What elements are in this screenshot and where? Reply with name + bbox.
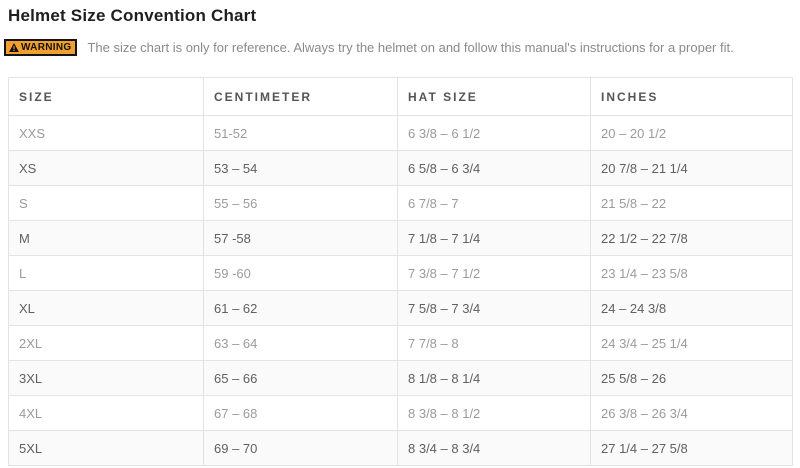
column-header-centimeter: CENTIMETER [204,78,398,116]
size-cell: M [9,221,204,256]
table-row [9,326,793,361]
centimeter-cell: 67 – 68 [204,396,398,431]
inches-cell: 26 3/8 – 26 3/4 [591,396,793,431]
hat-size-cell: 6 7/8 – 7 [398,186,591,221]
page-title: Helmet Size Convention Chart [8,6,257,25]
table-row [9,396,793,431]
hat-size-cell: 8 1/8 – 8 1/4 [398,361,591,396]
inches-cell: 24 – 24 3/8 [591,291,793,326]
centimeter-cell: 61 – 62 [204,291,398,326]
hat-size-cell: 6 3/8 – 6 1/2 [398,116,591,151]
inches-cell: 21 5/8 – 22 [591,186,793,221]
table-row [9,151,793,186]
table-row [9,361,793,396]
warning-badge [4,39,77,56]
column-header-inches: INCHES [591,78,793,116]
centimeter-cell: 63 – 64 [204,326,398,361]
inches-cell: 25 5/8 – 26 [591,361,793,396]
warning-text: The size chart is only for reference. Always try the helmet on and follow this manual's instructions for a proper fit. [87,40,734,55]
column-header-hat-size: HAT SIZE [398,78,591,116]
hat-size-cell: 8 3/4 – 8 3/4 [398,431,591,466]
warning-badge-label: WARNING [21,42,72,53]
hat-size-cell: 8 3/8 – 8 1/2 [398,396,591,431]
table-row [9,186,793,221]
size-cell: XXS [9,116,204,151]
centimeter-cell: 69 – 70 [204,431,398,466]
hat-size-cell: 7 3/8 – 7 1/2 [398,256,591,291]
column-header-size: SIZE [9,78,204,116]
table-row [9,431,793,466]
hat-size-cell: 6 5/8 – 6 3/4 [398,151,591,186]
inches-cell: 20 7/8 – 21 1/4 [591,151,793,186]
table-row [9,291,793,326]
centimeter-cell: 65 – 66 [204,361,398,396]
inches-cell: 24 3/4 – 25 1/4 [591,326,793,361]
inches-cell: 23 1/4 – 23 5/8 [591,256,793,291]
table-row [9,116,793,151]
size-cell: S [9,186,204,221]
inches-cell: 20 – 20 1/2 [591,116,793,151]
table-row [9,221,793,256]
size-cell: XS [9,151,204,186]
centimeter-cell: 53 – 54 [204,151,398,186]
table-row [9,256,793,291]
warning-triangle-icon [9,43,19,52]
hat-size-cell: 7 7/8 – 8 [398,326,591,361]
size-cell: XL [9,291,204,326]
inches-cell: 27 1/4 – 27 5/8 [591,431,793,466]
inches-cell: 22 1/2 – 22 7/8 [591,221,793,256]
warning-banner [4,39,792,56]
size-cell: 2XL [9,326,204,361]
hat-size-cell: 7 5/8 – 7 3/4 [398,291,591,326]
centimeter-cell: 51-52 [204,116,398,151]
size-cell: 5XL [9,431,204,466]
size-cell: 4XL [9,396,204,431]
size-chart-table [8,77,793,466]
centimeter-cell: 59 -60 [204,256,398,291]
size-cell: 3XL [9,361,204,396]
hat-size-cell: 7 1/8 – 7 1/4 [398,221,591,256]
centimeter-cell: 55 – 56 [204,186,398,221]
table-header-row [9,78,793,116]
size-cell: L [9,256,204,291]
centimeter-cell: 57 -58 [204,221,398,256]
